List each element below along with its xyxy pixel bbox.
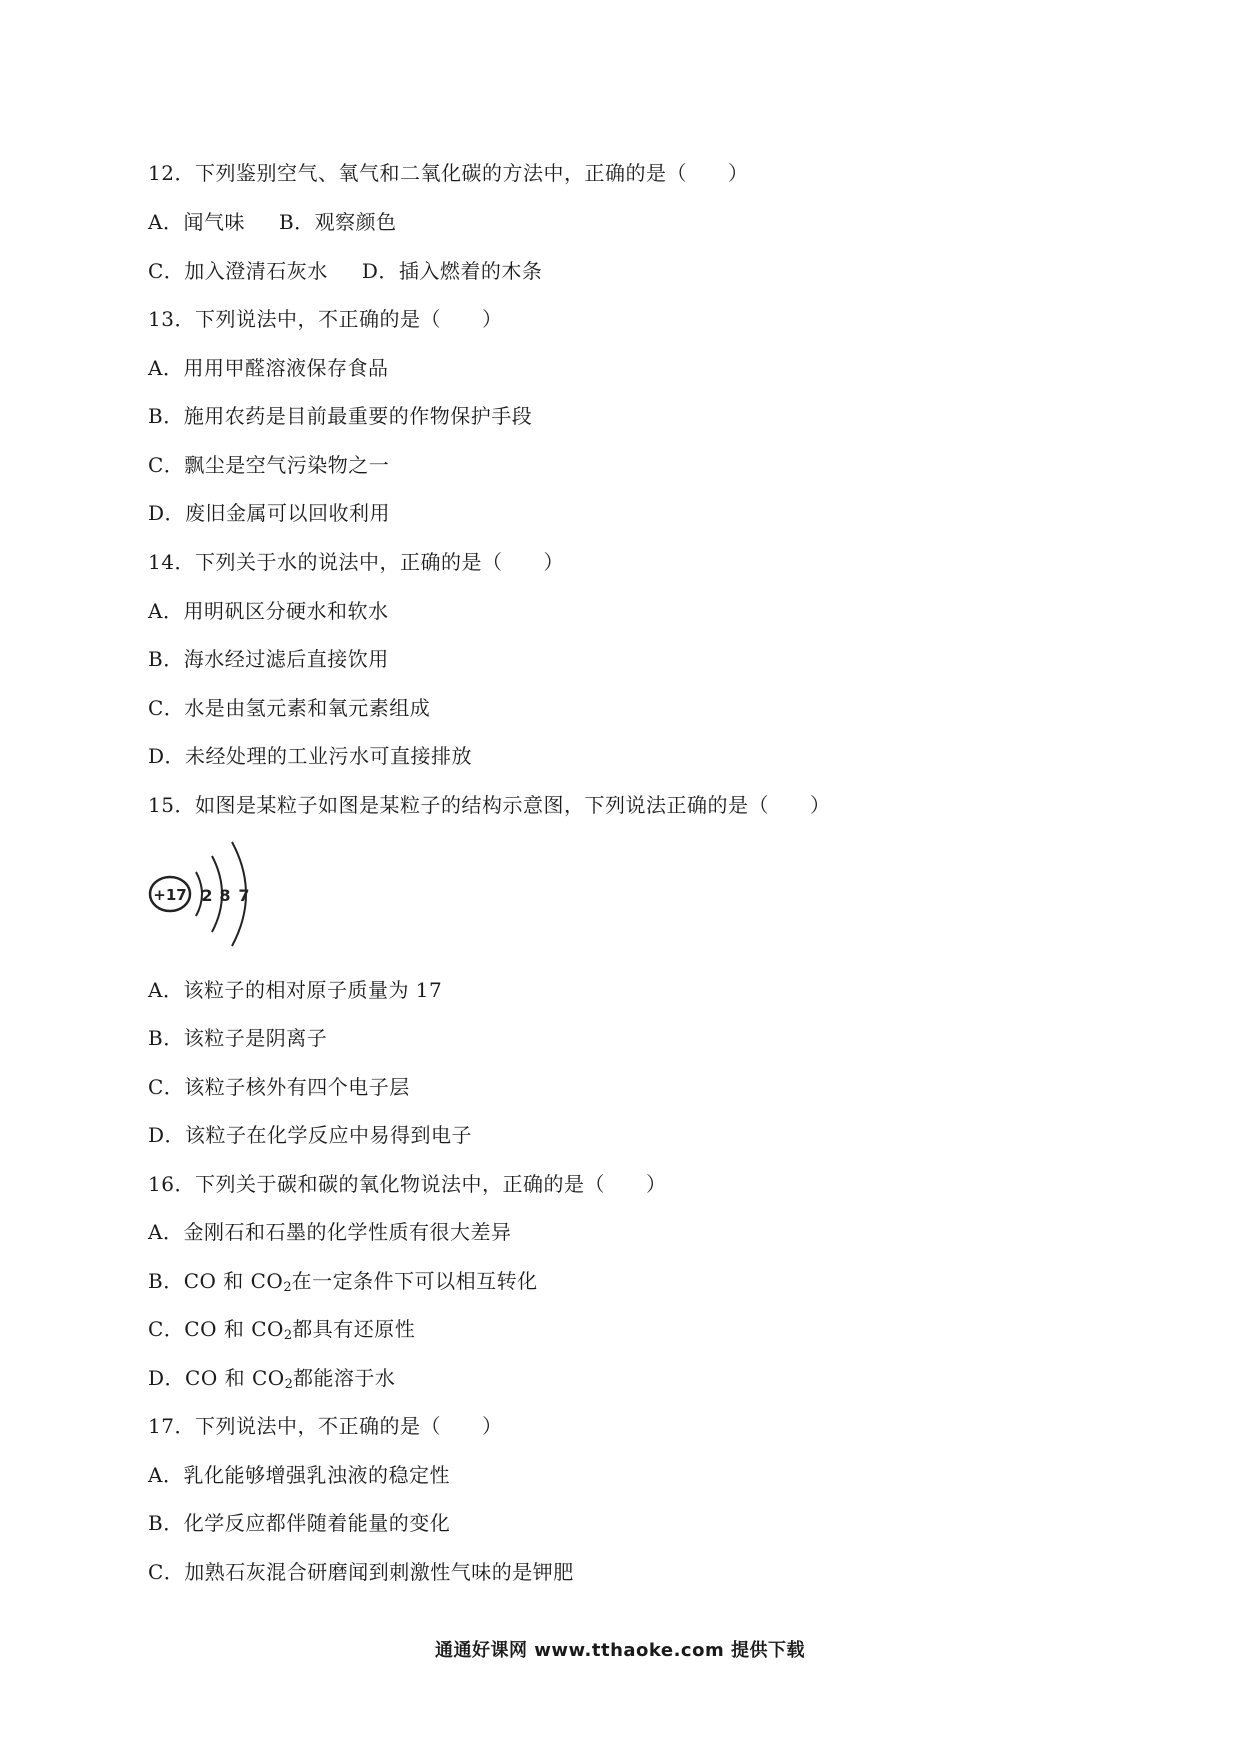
question-15-option-a: A．该粒子的相对原子质量为 17	[148, 978, 443, 1002]
question-14-option-d: D．未经处理的工业污水可直接排放	[148, 744, 473, 768]
question-12-option-d: D．插入燃着的木条	[361, 259, 543, 283]
question-12-option-a: A．闻气味	[148, 210, 245, 234]
option-c-prefix: C．CO 和 CO	[148, 1317, 284, 1341]
question-17-option-a: A．乳化能够增强乳浊液的稳定性	[148, 1463, 450, 1487]
question-13-option-a: A．用用甲醛溶液保存食品	[148, 356, 389, 380]
shell-3-electrons: 7	[238, 886, 250, 905]
question-14-stem: 14．下列关于水的说法中，正确的是（ ）	[148, 550, 564, 574]
co2-subscript: 2	[283, 1328, 293, 1343]
question-12-stem: 12．下列鉴别空气、氧气和二氧化碳的方法中，正确的是（ ）	[148, 161, 749, 185]
question-13-option-b: B．施用农药是目前最重要的作物保护手段	[148, 404, 533, 428]
question-12-option-b: B．观察颜色	[278, 210, 397, 234]
option-b-suffix: 在一定条件下可以相互转化	[291, 1269, 538, 1293]
question-15-option-d: D．该粒子在化学反应中易得到电子	[148, 1123, 473, 1147]
question-16-option-a: A．金刚石和石墨的化学性质有很大差异	[148, 1220, 512, 1244]
nucleus-charge: +17	[153, 886, 187, 904]
question-14-option-c: C．水是由氢元素和氧元素组成	[148, 696, 431, 720]
question-17-stem: 17．下列说法中，不正确的是（ ）	[148, 1414, 503, 1438]
question-13-stem: 13．下列说法中，不正确的是（ ）	[148, 307, 503, 331]
question-15-option-c: C．该粒子核外有四个电子层	[148, 1075, 410, 1099]
co2-subscript: 2	[284, 1377, 293, 1392]
shell-2-electrons: 8	[219, 886, 231, 905]
option-d-prefix: D．CO 和 CO	[148, 1366, 285, 1390]
option-b-prefix: B．CO 和 CO	[148, 1269, 284, 1293]
question-14-option-a: A．用明矾区分硬水和软水	[148, 599, 389, 623]
option-d-suffix: 都能溶于水	[292, 1366, 396, 1390]
question-13-option-c: C．飘尘是空气污染物之一	[148, 453, 390, 477]
option-c-suffix: 都具有还原性	[292, 1317, 416, 1341]
page-footer: 通通好课网 www.tthaoke.com 提供下载	[435, 1640, 805, 1661]
question-16-option-c	[148, 1316, 415, 1349]
question-17-option-c: C．加熟石灰混合研磨闻到刺激性气味的是钾肥	[148, 1560, 574, 1584]
shell-1-electrons: 2	[201, 886, 213, 905]
question-14-option-b: B．海水经过滤后直接饮用	[148, 647, 389, 671]
question-15-option-b: B．该粒子是阴离子	[148, 1026, 328, 1050]
question-16-option-d	[148, 1365, 395, 1398]
question-13-option-d: D．废旧金属可以回收利用	[148, 501, 391, 525]
question-16-stem: 16．下列关于碳和碳的氧化物说法中，正确的是（ ）	[148, 1172, 667, 1196]
question-16-option-b	[148, 1268, 538, 1301]
question-17-option-b: B．化学反应都伴随着能量的变化	[148, 1511, 451, 1535]
question-15-stem: 15．如图是某粒子如图是某粒子的结构示意图，下列说法正确的是（ ）	[148, 793, 831, 817]
atom-structure-diagram	[146, 838, 264, 950]
co2-subscript: 2	[283, 1280, 292, 1295]
question-12-options-ab	[148, 209, 397, 235]
question-12-option-c: C．加入澄清石灰水	[148, 259, 328, 283]
question-12-options-cd	[148, 258, 542, 284]
